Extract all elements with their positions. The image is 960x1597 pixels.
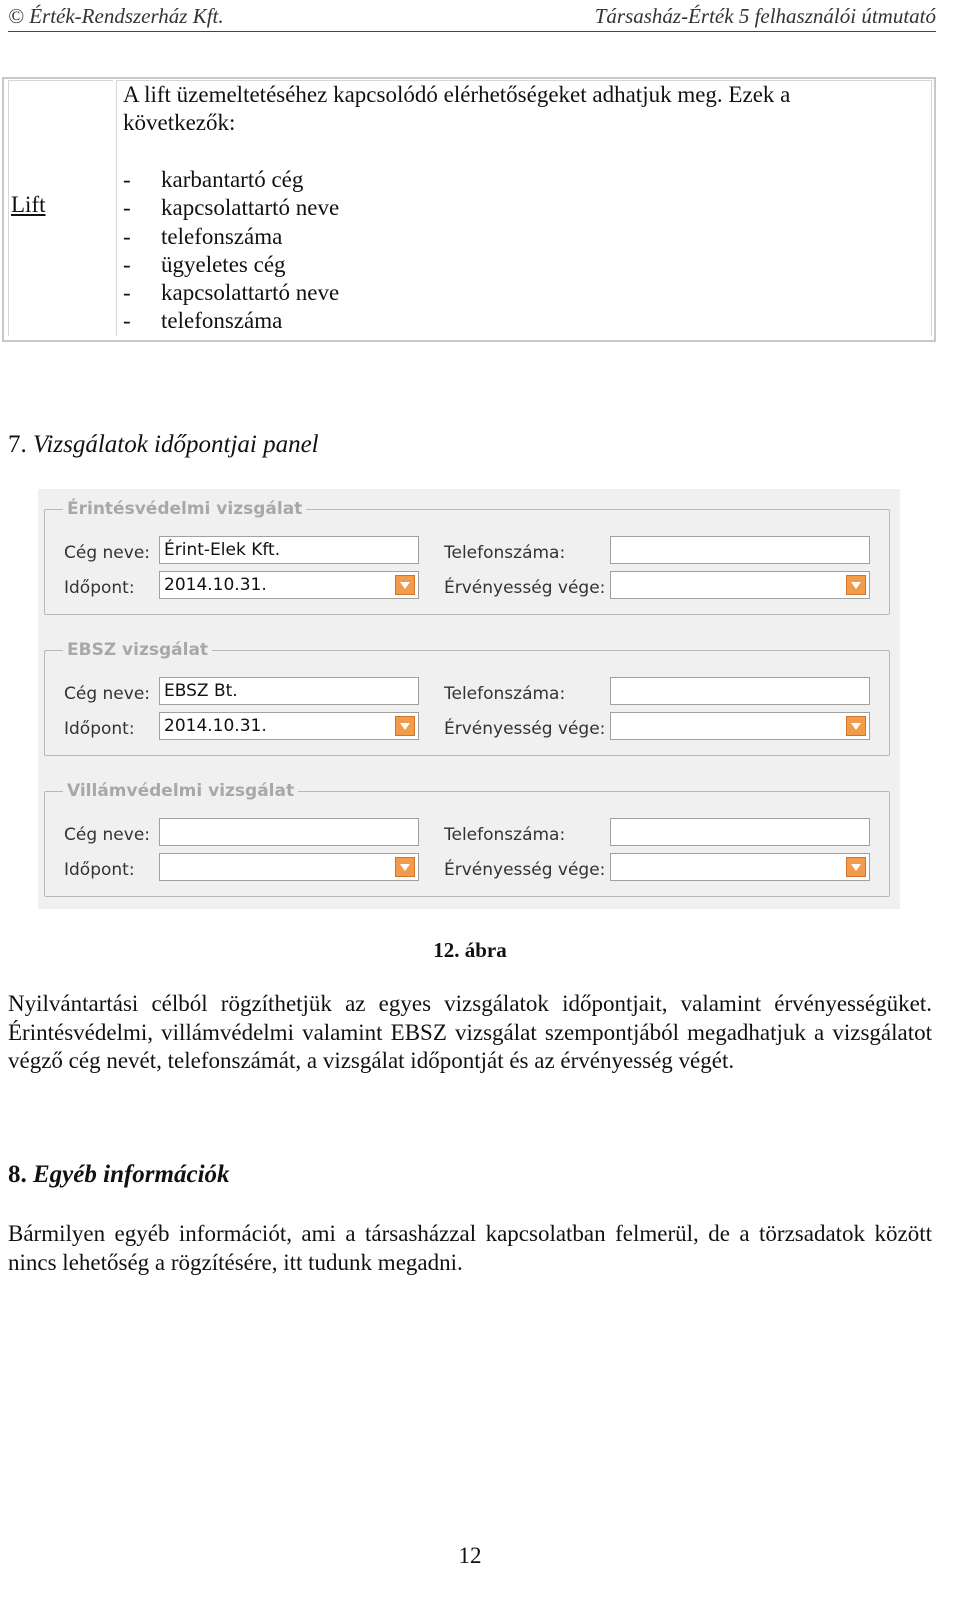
chevron-down-icon[interactable] (395, 857, 415, 877)
company-input[interactable] (159, 818, 419, 846)
figure-caption: 12. ábra (433, 938, 507, 962)
lift-table (2, 77, 936, 342)
list-item: - kapcsolattartó neve (123, 195, 340, 221)
date-dropdown[interactable] (159, 853, 419, 881)
list-item: - ügyeletes cég (123, 251, 286, 277)
chevron-down-icon[interactable] (846, 575, 866, 595)
section-7-paragraph: Nyilvántartási célból rögzíthetjük az egyes vizsgálatok időpontjait, valamint érvényességüket. Érintésvédelmi, villámvédelmi valamint EBSZ vizsgálat szempontjából megadhatjuk a vizsgálatot végző cég nevét, telefonszámát, a vizsgálat időpontját és az érvényesség végét. (8, 991, 932, 1073)
lift-label[interactable]: Lift (11, 192, 46, 217)
section-8-heading: 8. Egyéb információk (8, 1161, 230, 1188)
date-label: Időpont: (64, 860, 135, 880)
validity-dropdown[interactable] (610, 853, 870, 881)
chevron-down-icon[interactable] (846, 857, 866, 877)
inspection-dates-panel (38, 489, 900, 909)
group-ebsz (44, 640, 890, 756)
validity-label: Érvényesség vége: (444, 860, 606, 880)
company-input[interactable]: EBSZ Bt. (159, 677, 419, 705)
chevron-down-icon[interactable] (846, 716, 866, 736)
section-8-paragraph: Bármilyen egyéb információt, ami a társasházzal kapcsolatban felmerül, de a törzsadatok között nincs lehetőség a rögzítésére, itt tudunk megadni. (8, 1221, 932, 1275)
date-label: Időpont: (64, 578, 135, 598)
date-label: Időpont: (64, 719, 135, 739)
date-dropdown[interactable]: 2014.10.31. (159, 712, 419, 740)
header-document-title: Társasház-Érték 5 felhasználói útmutató (594, 3, 936, 28)
page-number: 12 (458, 1543, 482, 1568)
page-header (8, 2, 936, 30)
phone-input[interactable] (610, 818, 870, 846)
list-item: - telefonszáma (123, 308, 283, 334)
validity-dropdown[interactable] (610, 712, 870, 740)
list-item: - karbantartó cég (123, 167, 304, 192)
section-7-heading: 7. Vizsgálatok időpontjai panel (8, 431, 319, 458)
chevron-down-icon[interactable] (395, 716, 415, 736)
header-rule (8, 31, 936, 32)
group-lightning-protection (44, 781, 890, 897)
group-legend: EBSZ vizsgálat (63, 640, 212, 660)
phone-label: Telefonszáma: (444, 684, 566, 704)
validity-label: Érvényesség vége: (444, 719, 606, 739)
date-dropdown[interactable]: 2014.10.31. (159, 571, 419, 599)
company-label: Cég neve: (64, 684, 151, 704)
lift-description: A lift üzemeltetéséhez kapcsolódó elérhetőségeket adhatjuk meg. Ezek a következők: (123, 82, 791, 135)
group-legend: Villámvédelmi vizsgálat (63, 781, 298, 801)
company-label: Cég neve: (64, 825, 151, 845)
list-item: - telefonszáma (123, 223, 283, 249)
phone-label: Telefonszáma: (444, 543, 566, 563)
validity-dropdown[interactable] (610, 571, 870, 599)
phone-input[interactable] (610, 677, 870, 705)
phone-label: Telefonszáma: (444, 825, 566, 845)
lift-item-list (123, 166, 339, 336)
chevron-down-icon[interactable] (395, 575, 415, 595)
header-copyright: © Érték-Rendszerház Kft. (8, 3, 224, 28)
company-input[interactable]: Érint-Elek Kft. (159, 536, 419, 564)
group-touch-protection (44, 499, 890, 615)
phone-input[interactable] (610, 536, 870, 564)
group-legend: Érintésvédelmi vizsgálat (63, 499, 306, 519)
validity-label: Érvényesség vége: (444, 578, 606, 598)
list-item: - kapcsolattartó neve (123, 280, 340, 306)
company-label: Cég neve: (64, 543, 151, 563)
